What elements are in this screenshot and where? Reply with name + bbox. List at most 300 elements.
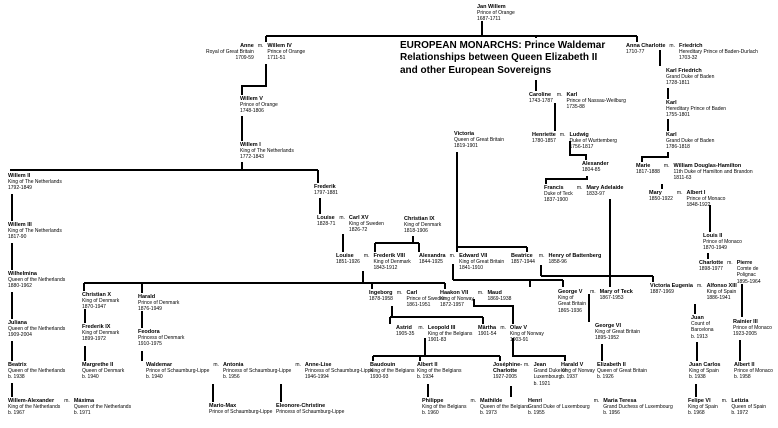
person-detail: b. 1973 [480, 410, 497, 417]
person-detail: 1797-1881 [314, 190, 338, 197]
person-name: Haakon VII [440, 290, 469, 296]
person-detail: 1841-1910 [459, 265, 484, 272]
person-frederik-viii [373, 253, 410, 272]
person-harald [138, 294, 179, 313]
marriage-label: m. [64, 398, 70, 404]
person-detail: Queen of the Belgians [480, 404, 530, 411]
person-detail: Queen of the Netherlands [73, 404, 132, 411]
person-name: Christian X [82, 292, 112, 298]
person-name: Letizia [731, 398, 749, 404]
person-baudouin [370, 362, 414, 381]
person-name: Christian IX [404, 216, 435, 222]
family-node-louis-ii [703, 233, 742, 252]
person-detail: 1872-1957 [440, 302, 464, 309]
person-detail: 1811-63 [673, 175, 692, 182]
person-detail: Prince of Orange [240, 102, 278, 109]
person-detail: 1748-1806 [240, 108, 264, 115]
person-frederik-ix [82, 324, 119, 343]
person-name: Alfonso XIII [706, 283, 737, 289]
person-jan-willem [477, 4, 515, 23]
marriage-label: m. [697, 283, 703, 289]
person-detail: 11th Duke of Hamilton and Brandon [673, 169, 753, 176]
person-anne-lise [305, 362, 373, 381]
person-willem-v [240, 96, 278, 115]
family-node-karl-grand-duke-baden [666, 132, 714, 151]
person-detail: Grand Duke of [533, 368, 567, 375]
person-pierre [737, 260, 761, 285]
person-detail: 1818-1906 [404, 228, 428, 235]
family-node-louise-frederik-viii [336, 253, 411, 272]
person-name: Henry of Battenberg [548, 253, 602, 259]
person-detail: b. 1971 [73, 410, 91, 417]
person-detail: 1895-1964 [736, 278, 761, 285]
person-detail: 1780-1857 [532, 138, 556, 145]
person-karl [666, 100, 726, 119]
marriage-label: m. [559, 132, 566, 138]
family-node-charlotte-pierre [699, 260, 761, 285]
person-willem-i [240, 142, 294, 161]
person-detail: b. 1938 [8, 374, 25, 381]
family-node-frederik [314, 184, 338, 196]
person-willem-ii [8, 173, 62, 192]
person-albert-ii [417, 362, 461, 381]
person-george-vi [595, 323, 640, 342]
person-name: Louis II [703, 233, 723, 239]
person-detail: King of The Netherlands [8, 228, 62, 235]
person-mario-max [209, 403, 272, 415]
person-detail: 1861-1951 [406, 302, 431, 309]
person-detail: 1743-1787 [529, 98, 553, 105]
person-maria-teresa [603, 398, 672, 417]
person-detail: King of The Netherlands [8, 179, 62, 186]
person-detail: b. 1958 [734, 374, 751, 381]
person-friedrich [679, 43, 758, 62]
person-name: Willem IV [267, 43, 292, 49]
person-detail: b. 1968 [688, 410, 705, 417]
person-alfonso-xiii [707, 283, 737, 302]
person-waldemar [146, 362, 209, 381]
family-node-mario-max [209, 403, 272, 415]
person-detail: b. 1956 [222, 374, 240, 381]
person-name: Ingeborg [369, 290, 393, 296]
person-letizia [731, 398, 766, 417]
person-detail: 1930-93 [370, 374, 389, 381]
family-node-willem-ii [8, 173, 62, 192]
person-detail: 1867-1953 [599, 295, 624, 302]
person-karl-friedrich [666, 68, 714, 87]
family-node-karl-hereditary-baden [666, 100, 726, 119]
person-name: Antonia [222, 362, 244, 368]
marriage-label: m. [418, 325, 424, 331]
person-detail: Grand Duke of Baden [666, 138, 715, 145]
person-beatrice [511, 253, 535, 265]
family-node-astrid-leopold-iii [396, 325, 472, 344]
person-detail: 1735-88 [566, 104, 585, 111]
person-detail: 1910-1975 [138, 341, 162, 348]
marriage-label: m. [500, 325, 506, 331]
person-detail: 1848-1922 [686, 202, 711, 209]
family-node-willem-alexander-maxima [8, 398, 131, 417]
person-elizabeth-ii [597, 362, 647, 381]
family-node-elizabeth-ii [597, 362, 647, 381]
person-detail: 1828-71 [317, 221, 336, 228]
person-caroline [529, 92, 553, 104]
person-name: Albert II [734, 362, 755, 368]
person-name: Feodora [138, 329, 160, 335]
person-willem-iv [267, 43, 305, 62]
family-node-albert-ii-belgians [417, 362, 461, 381]
chart-title [398, 38, 609, 80]
person-name: Beatrice [511, 253, 533, 259]
person-name: Astrid [396, 325, 412, 331]
person-albert-i [686, 190, 725, 209]
marriage-label: m. [721, 398, 728, 404]
person-name: Rainier III [733, 319, 758, 325]
person-name: Margrethe II [82, 362, 114, 368]
family-node-wilhelmina [8, 271, 65, 290]
chart-title-line-1: EUROPEAN MONARCHS: Prince Waldemar [400, 40, 606, 51]
person-detail: 1843-1912 [373, 265, 398, 272]
person-name: Francis [544, 185, 564, 191]
person-detail: b. 1940 [82, 374, 99, 381]
person-mary [649, 190, 673, 202]
person-astrid [396, 325, 414, 337]
person-detail: 1886-1941 [706, 295, 731, 302]
person-detail: 1792-1849 [8, 185, 32, 192]
family-node-willem-v [240, 96, 278, 115]
person-detail: King of Norway [509, 331, 544, 338]
marriage-label: m. [363, 253, 370, 259]
person-feodora [138, 329, 184, 348]
person-detail: 1755-1801 [666, 112, 690, 119]
person-detail: Royal of Great Britain [206, 49, 254, 56]
person-detail: Grand Duke of Baden [666, 74, 715, 81]
person-detail: King of [558, 295, 574, 302]
person-detail: King of the Netherlands [8, 404, 61, 411]
person-detail: King of Spain [688, 404, 718, 411]
person-detail: 1709-59 [235, 55, 254, 62]
person-detail: Queen of the Netherlands [8, 368, 66, 375]
marriage-label: m. [538, 253, 545, 259]
person-name: Waldemar [146, 362, 173, 368]
person-detail: Prince of Sweden [406, 296, 446, 303]
person-juan [691, 315, 714, 340]
person-name: Mario-Max [209, 403, 237, 409]
person-detail: Princess of Schaumburg-Lippe [304, 368, 374, 375]
connector-line [546, 176, 587, 184]
person-detail: 1844-1925 [419, 259, 443, 266]
family-node-francis-mary-adelaide [544, 185, 623, 204]
person-detail: 1850-1922 [649, 196, 673, 203]
person-jos-phine-charlotte [493, 362, 523, 381]
person-detail: 1880-1962 [8, 283, 32, 290]
person-name: Baudouin [370, 362, 396, 368]
person-detail: 1703-32 [678, 55, 698, 62]
person-detail: 1833-97 [586, 191, 605, 198]
person-name: Philippe [422, 398, 444, 404]
person-willem-alexander [8, 398, 60, 417]
marriage-label: m. [676, 190, 683, 196]
marriage-label: m. [477, 290, 484, 296]
family-node-philippe-mathilde [422, 398, 530, 417]
person-name: Frederik IX [82, 324, 111, 330]
person-detail: b. 1938 [689, 374, 706, 381]
person-detail: 1869-1938 [487, 296, 512, 303]
person-name: Joséphine-Charlotte [493, 362, 523, 375]
person-detail: Barcelona [691, 327, 714, 334]
family-node-juliana [8, 320, 65, 339]
person-carl-xv [349, 215, 384, 234]
person-mary-of-teck [600, 289, 633, 301]
family-node-felipe-vi-letizia [688, 398, 766, 417]
marriage-label: m. [449, 253, 456, 259]
person-louise [317, 215, 335, 227]
person-detail: King of Spain [706, 289, 737, 296]
person-detail: b. 1960 [422, 410, 439, 417]
family-node-christian-x [82, 292, 119, 311]
family-node-eleonore-christine [276, 403, 344, 415]
person-detail: Hereditary Prince of Baden [666, 106, 727, 113]
family-node-albert-ii-monaco [734, 362, 773, 381]
family-node-feodora [138, 329, 184, 348]
family-node-willem-iii [8, 222, 62, 241]
person-detail: Prince of Denmark [138, 300, 180, 307]
person-detail: Princess of Denmark [138, 335, 185, 342]
person-francis [544, 185, 573, 204]
person-name: Willem-Alexander [8, 398, 55, 404]
marriage-label: m. [593, 398, 600, 404]
person-detail: Queen of the Netherlands [8, 277, 66, 284]
family-node-anne-willem-iv [206, 43, 305, 62]
person-victoria [454, 131, 504, 150]
person-detail: 1899-1972 [82, 336, 106, 343]
person-detail: 1857-1944 [511, 259, 535, 266]
family-node-rainier-iii [733, 319, 772, 338]
person-detail: Prince of Orange [477, 10, 515, 17]
person-name: George VI [595, 323, 621, 329]
family-node-caroline-karl [529, 92, 626, 111]
person-name: Willem V [240, 96, 263, 102]
person-name: Felipe VI [688, 398, 711, 404]
person-mathilde [480, 398, 529, 417]
person-name: Karl [666, 100, 677, 106]
person-name: Victoria Eugenia [650, 283, 693, 289]
person-detail: b. 1955 [528, 410, 545, 417]
person-karl [666, 132, 714, 151]
person-marie [636, 163, 660, 175]
person-juan-carlos [689, 362, 720, 381]
person-detail: King of Spain [689, 368, 719, 375]
person-detail: 1923-2005 [733, 331, 757, 338]
person-detail: King of Great Britain [459, 259, 505, 266]
person-detail: 1804-85 [582, 167, 601, 174]
chart-title-line-2: Relationships between Queen Elizabeth II [400, 52, 598, 64]
person-henry-of-battenberg [548, 253, 601, 265]
person-name: Juan [691, 315, 704, 321]
family-node-josephine-charlotte-jean [493, 362, 566, 387]
person-anne [206, 43, 254, 62]
person-detail: 1858-96 [548, 259, 567, 266]
marriage-label: m. [556, 92, 563, 98]
person-name: Edward VII [459, 253, 488, 259]
person-george-v [558, 289, 586, 314]
person-name: Jean [533, 362, 547, 368]
person-detail: Duke of Teck [544, 191, 573, 198]
connector-line [642, 152, 668, 162]
family-node-alexander [582, 161, 609, 173]
person-detail: Polignac [736, 272, 756, 279]
person-detail: Queen of Spain [731, 404, 767, 411]
person-detail: King of The Netherlands [240, 148, 294, 155]
person-detail: 1711-51 [267, 55, 286, 62]
person-detail: Prince of Monaco [733, 325, 772, 332]
person-name: Victoria [454, 131, 475, 137]
person-name: Karl Friedrich [666, 68, 702, 74]
person-mary-adelaide [586, 185, 623, 197]
person-name: Alexandra [419, 253, 446, 259]
person-maud [487, 290, 511, 302]
family-node-baudouin [370, 362, 414, 381]
family-node-beatrix [8, 362, 65, 381]
person-haakon-vii [440, 290, 474, 309]
person-detail: b. 1913 [691, 333, 708, 340]
person-alexander [582, 161, 609, 173]
person-name: Mathilde [480, 398, 503, 404]
person-detail: 1903-91 [509, 337, 529, 344]
person-detail: Princess of Schaumburg-Lippe [276, 409, 345, 416]
person-name: Beatrix [8, 362, 27, 368]
person-louise [336, 253, 360, 265]
person-detail: Comte de [736, 266, 759, 273]
person-name: Mary of Teck [599, 289, 633, 295]
marriage-label: m. [663, 163, 670, 169]
person-detail: King of Denmark [373, 259, 411, 266]
person-name: Juliana [8, 320, 27, 326]
person-philippe [422, 398, 466, 417]
person-name: Albert II [417, 362, 438, 368]
marriage-label: m. [213, 362, 219, 368]
person-detail: King of Sweden [348, 221, 384, 228]
person-name: Carl [406, 290, 418, 296]
person-name: Marie [636, 163, 651, 169]
person-detail: 1687-1711 [477, 16, 501, 23]
person-william-douglas-hamilton [673, 163, 752, 182]
person-name: Anne-Lise [304, 362, 332, 368]
person-m-xima [74, 398, 131, 417]
person-name: Henriette [532, 132, 556, 138]
person-name: Elizabeth II [597, 362, 626, 368]
chart-title-line-3: and other European Sovereigns [400, 64, 552, 76]
marriage-label: m. [590, 289, 596, 295]
family-node-beatrice-henry-of-battenberg [511, 253, 601, 265]
person-name: Maria Teresa [603, 398, 637, 404]
person-harald-v [561, 362, 595, 381]
person-detail: 1756-1817 [569, 144, 594, 151]
family-node-alexandra-edward-vii [419, 253, 504, 272]
person-detail: 1870-1949 [703, 245, 727, 252]
person-name: Leopold III [427, 325, 456, 331]
family-node-louise-carl-xv [317, 215, 384, 234]
person-name: Friedrich [678, 43, 703, 49]
person-detail: b. 1967 [8, 410, 25, 417]
person-detail: 1909-2004 [8, 332, 32, 339]
family-node-juan [691, 315, 714, 340]
person-detail: 1927-2005 [493, 374, 517, 381]
family-node-harald [138, 294, 179, 313]
person-detail: 1772-1843 [240, 154, 264, 161]
person-detail: 1865-1936 [558, 307, 582, 314]
person-detail: 1876-1949 [138, 306, 162, 313]
person-detail: King of the Belgians [427, 331, 473, 338]
person-detail: Prince of Nassau-Weilburg [566, 98, 626, 105]
person-detail: Hereditary Prince of Baden-Durlach [678, 49, 758, 56]
person-detail: 1901-83 [427, 337, 447, 344]
marriage-label: m. [339, 215, 345, 221]
person-detail: 1817-1888 [636, 169, 660, 176]
person-name: Mary [649, 190, 662, 196]
family-node-ingeborg-carl [369, 290, 446, 309]
person-beatrix [8, 362, 65, 381]
person-detail: King of the Belgians [370, 368, 415, 375]
person-detail: King of Denmark [82, 298, 120, 305]
person-ingeborg [369, 290, 393, 302]
person-name: Willem I [240, 142, 261, 148]
person-name: Pierre [736, 260, 753, 266]
person-name: Henri [528, 398, 543, 404]
person-detail: Prince of Orange [267, 49, 306, 56]
person-name: Alexander [582, 161, 609, 167]
person-karl [566, 92, 625, 111]
person-detail: 1878-1958 [369, 296, 393, 303]
person-name: Carl XV [348, 215, 369, 221]
marriage-label: m. [295, 362, 301, 368]
person-detail: Prince of Monaco [686, 196, 726, 203]
person-name: Harald V [561, 362, 584, 368]
person-detail: Duke of Wurttemberg [569, 138, 617, 145]
family-node-margrethe-ii [82, 362, 124, 381]
family-node-victoria [454, 131, 504, 150]
person-name: Caroline [529, 92, 552, 98]
family-node-haakon-vii-maud [440, 290, 511, 309]
marriage-label: m. [396, 290, 403, 296]
person-detail: 1851-1926 [336, 259, 360, 266]
person-rainier-iii [733, 319, 772, 338]
person-detail: Prince of Monaco [703, 239, 742, 246]
person-detail: Prince of Monaco [734, 368, 773, 375]
person-name: Willem III [8, 222, 32, 228]
marriage-label: m. [257, 43, 264, 49]
family-node-henri-maria-teresa [528, 398, 673, 417]
person-name: Karl [666, 132, 677, 138]
person-henriette [532, 132, 556, 144]
family-node-george-v-mary-of-teck [558, 289, 633, 314]
person-detail: Prince of Schaumburg-Lippe [146, 368, 210, 375]
marriage-label: m. [524, 362, 530, 368]
person-name: Máxima [73, 398, 95, 404]
person-detail: 1819-1901 [454, 143, 478, 150]
person-charlotte [699, 260, 723, 272]
family-node-jan-willem [477, 4, 515, 23]
person-name: Olav V [509, 325, 528, 331]
person-detail: 1887-1969 [650, 289, 674, 296]
person-detail: Great Britain [558, 301, 587, 308]
family-node-george-vi [595, 323, 640, 342]
person-name: Karl [566, 92, 578, 98]
person-detail: b. 1940 [146, 374, 163, 381]
marriage-label: m. [576, 185, 583, 191]
family-node-juan-carlos [689, 362, 720, 381]
marriage-label: m. [470, 398, 477, 404]
